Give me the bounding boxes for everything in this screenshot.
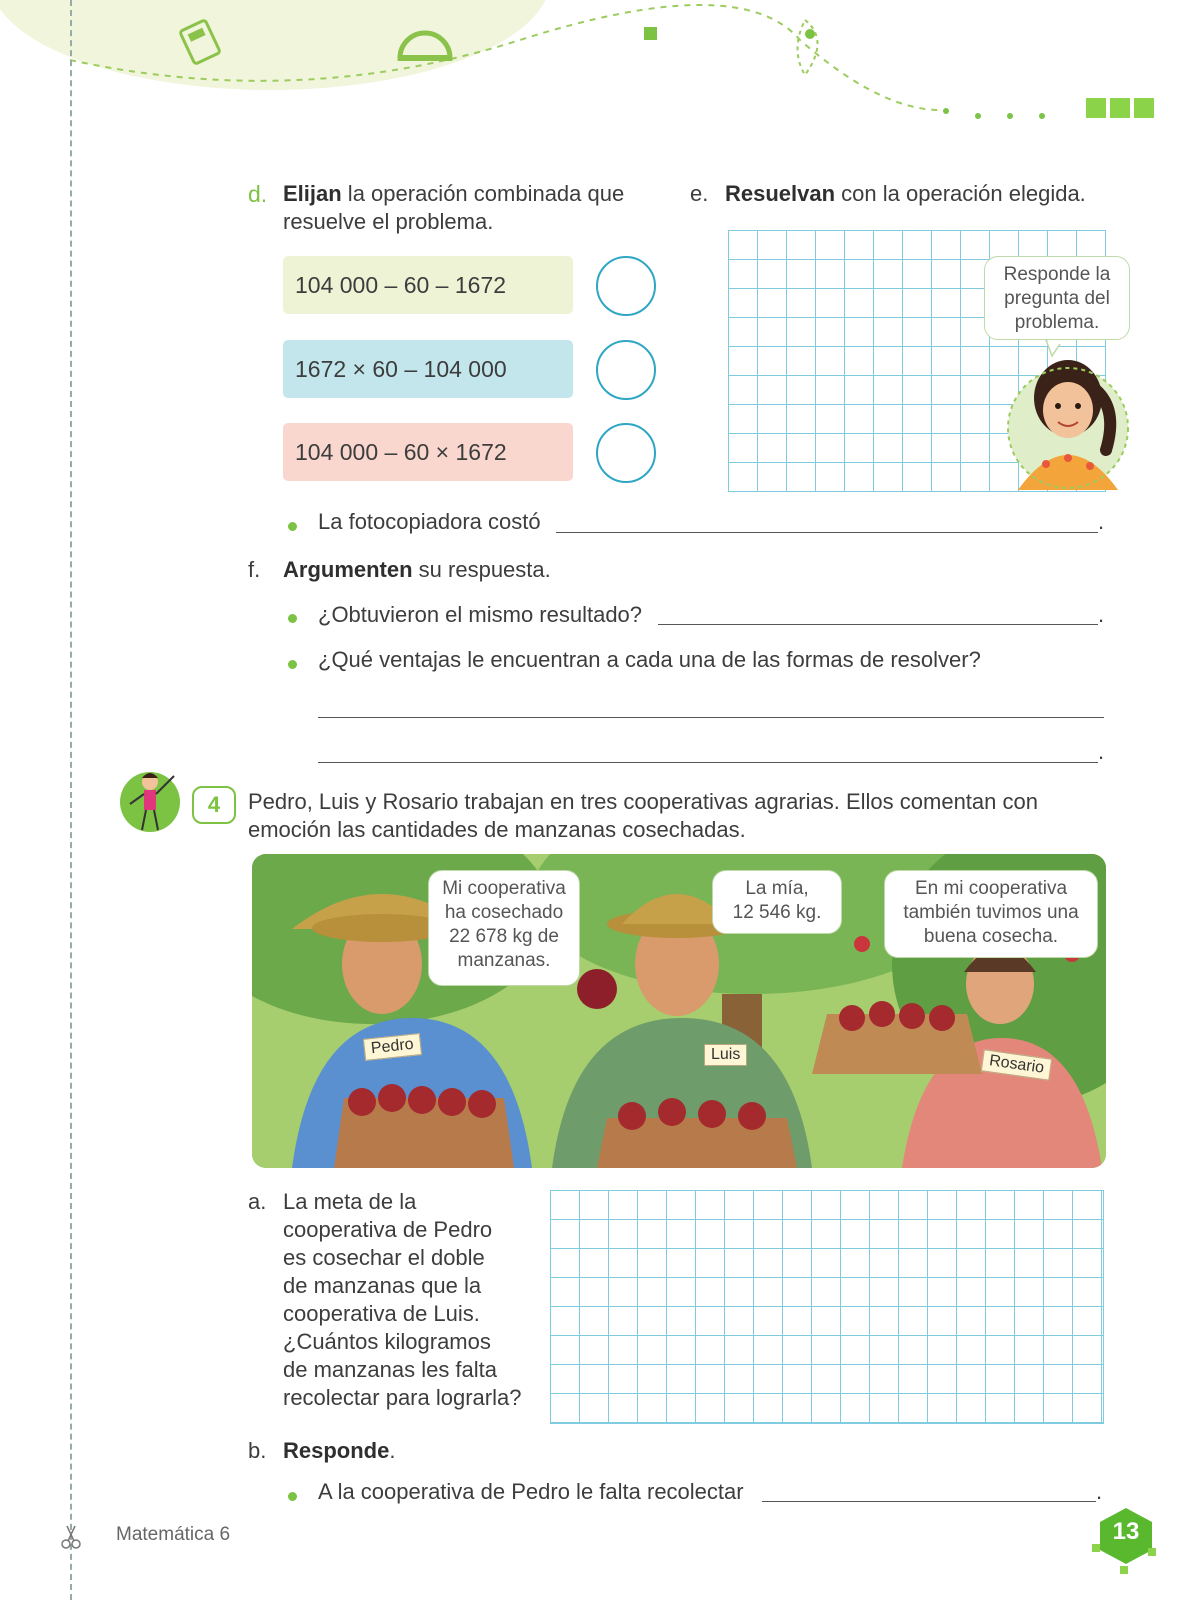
- answer-f2-end: .: [1098, 739, 1105, 764]
- illustration-orchard: [252, 854, 1106, 1168]
- option-1-circle[interactable]: [596, 256, 656, 316]
- option-2-circle[interactable]: [596, 340, 656, 400]
- answer-f2-line-1[interactable]: [318, 717, 1104, 718]
- bubble-luis: La mía, 12 546 kg.: [712, 870, 842, 934]
- tag-luis: Luis: [704, 1044, 747, 1066]
- answer-b-end: .: [1096, 1479, 1103, 1504]
- item-b-instruction: Responde.: [283, 1438, 396, 1463]
- girl-avatar: [1006, 340, 1136, 494]
- answer-b-label: A la cooperativa de Pedro le falta recolectar: [318, 1479, 744, 1504]
- bullet: [288, 614, 297, 623]
- question-f1: ¿Obtuvieron el mismo resultado?: [318, 602, 643, 627]
- book-title: Matemática 6: [116, 1524, 231, 1545]
- answer-b-line[interactable]: [762, 1501, 1096, 1502]
- tag-pedro: Pedro: [363, 1033, 422, 1061]
- student-icon: [116, 764, 188, 836]
- answer-f1-end: .: [1098, 602, 1105, 627]
- question-f2: ¿Qué ventajas le encuentran a cada una de las formas de resolver?: [318, 647, 981, 672]
- bubble-rosario: En mi cooperativa también tuvimos una buena cosecha.: [884, 870, 1098, 958]
- bullet: [288, 522, 297, 531]
- item-f-instruction: Argumenten su respuesta.: [283, 557, 551, 582]
- bubble-pedro: Mi cooperativa ha cosechado 22 678 kg de manzanas.: [428, 870, 580, 986]
- problem-number: 4: [192, 786, 236, 824]
- answer-f1-line[interactable]: [658, 624, 1098, 625]
- bullet: [288, 1492, 297, 1501]
- answer-d-end: .: [1098, 509, 1105, 534]
- item-d-heading: d.: [248, 181, 268, 207]
- grid-a[interactable]: [550, 1190, 1104, 1424]
- option-3-circle[interactable]: [596, 423, 656, 483]
- hint-bubble: Responde la pregunta del problema.: [984, 256, 1130, 340]
- item-d-instruction: Elijan la operación combinada que resuelve el problema.: [283, 181, 625, 234]
- option-1: 104 000 – 60 – 1672: [283, 256, 573, 314]
- answer-d-label: La fotocopiadora costó: [318, 509, 541, 534]
- option-2: 1672 × 60 – 104 000: [283, 340, 573, 398]
- option-3: 104 000 – 60 × 1672: [283, 423, 573, 481]
- header-decoration: [0, 0, 1193, 140]
- item-e-letter: e.: [690, 181, 709, 206]
- cut-line: [70, 0, 72, 1600]
- scissors-icon: [60, 1524, 82, 1550]
- problem-4-statement: Pedro, Luis y Rosario trabajan en tres cooperativas agrarias. Ellos comentan con emoción las cantidades de manzanas cosechadas.: [248, 789, 1038, 842]
- item-e-instruction: Resuelvan con la operación elegida.: [725, 181, 1086, 206]
- page-number: 13: [1112, 1518, 1140, 1545]
- item-a-question: La meta de la cooperativa de Pedro es cosechar el doble de manzanas que la cooperativa de Luis. ¿Cuántos kilogramos de manzanas les falta recolectar para lograrla?: [283, 1189, 522, 1410]
- tag-rosario: Rosario: [981, 1049, 1053, 1080]
- bullet: [288, 660, 297, 669]
- item-b-letter: b.: [248, 1438, 267, 1463]
- item-a-letter: a.: [248, 1189, 267, 1214]
- answer-d-line[interactable]: [556, 532, 1098, 533]
- answer-f2-line-2[interactable]: [318, 762, 1098, 763]
- item-f-letter: f.: [248, 557, 261, 582]
